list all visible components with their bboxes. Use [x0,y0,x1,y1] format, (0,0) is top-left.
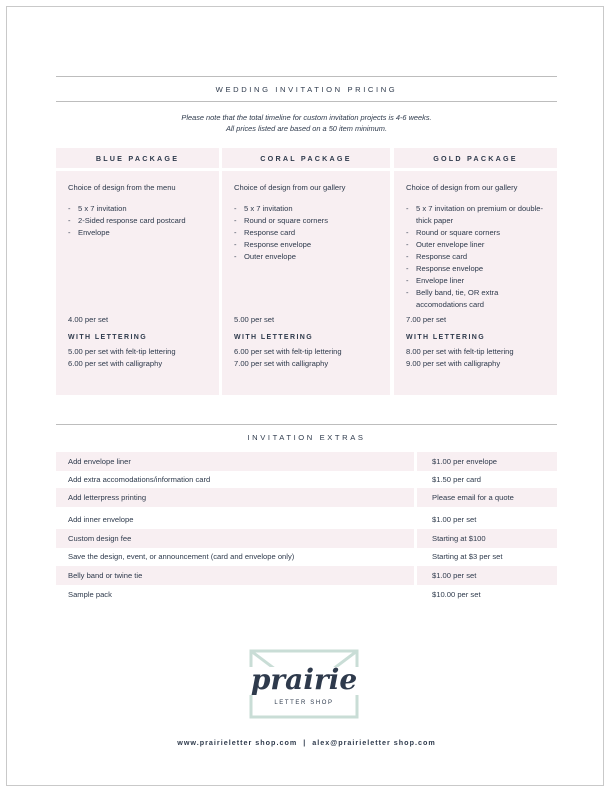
package-header-coral: CORAL PACKAGE [222,148,390,168]
package-intro: Choice of design from our gallery [406,183,518,192]
extra-price: Starting at $3 per set [432,552,503,561]
package-features [234,203,384,263]
package-header-gold: GOLD PACKAGE [394,148,557,168]
package-header-blue: BLUE PACKAGE [56,148,219,168]
package-feature: - Belly band, tie, OR extra accomodations card [406,287,551,311]
divider-extras [56,424,557,425]
prairie-letter-shop-logo [235,645,373,725]
extra-item: Save the design, event, or announcement (card and envelope only) [68,552,295,561]
package-price: 5.00 per set [234,315,275,324]
extras-row [56,529,557,548]
package-card-blue [56,171,219,395]
package-feature: - Envelope [68,227,213,239]
package-features [406,203,551,311]
lettering-heading: WITH LETTERING [68,334,148,341]
package-feature: - 5 x 7 invitation on premium or double-thick paper [406,203,551,227]
package-feature: - Round or square corners [406,227,551,239]
extras-row [56,452,557,471]
divider-title [56,101,557,102]
package-feature: - Response card [406,251,551,263]
footer-email-link[interactable]: alex@prairieletter shop.com [312,738,436,747]
extra-item: Add extra accomodations/information card [68,475,211,484]
extra-item: Custom design fee [56,529,414,548]
package-feature: - Response card [234,227,384,239]
timeline-note: Please note that the total timeline for custom invitation projects is 4-6 weeks. [181,113,432,122]
page-title: WEDDING INVITATION PRICING [215,85,398,94]
package-feature: - Outer envelope [234,251,384,263]
package-card-gold [394,171,557,395]
logo-subtitle: LETTER SHOP [274,700,334,706]
package-intro: Choice of design from the menu [68,183,176,192]
extra-price: $1.50 per card [432,475,481,484]
extras-row [56,547,557,566]
lettering-heading: WITH LETTERING [234,334,314,341]
extra-item: Add inner envelope [68,515,134,524]
extra-price: $1.00 per set [432,515,477,524]
extra-item: Add letterpress printing [56,488,414,507]
extra-price: $10.00 per set [432,590,481,599]
package-feature: - Response envelope [406,263,551,275]
minimum-note: All prices listed are based on a 50 item minimum. [225,124,388,133]
footer-website-link[interactable]: www.prairieletter shop.com [177,738,298,747]
extra-item: Sample pack [68,590,112,599]
package-feature: - 2-Sided response card postcard [68,215,213,227]
extras-row [56,470,557,489]
lettering-price-felt-tip: 6.00 per set with felt-tip lettering [234,347,342,356]
package-price: 7.00 per set [406,315,447,324]
divider-top [56,76,557,77]
extra-price: Please email for a quote [417,488,557,507]
extras-row [56,585,557,604]
package-features [68,203,213,239]
extras-title: INVITATION EXTRAS [247,433,366,442]
lettering-price-felt-tip: 8.00 per set with felt-tip lettering [406,347,514,356]
extra-price: $1.00 per envelope [417,452,557,471]
extras-row [56,488,557,507]
extra-item: Belly band or twine tie [56,566,414,585]
logo-script-text: prairie [250,663,358,696]
package-feature: - Round or square corners [234,215,384,227]
lettering-price-felt-tip: 5.00 per set with felt-tip lettering [68,347,176,356]
package-feature: - 5 x 7 invitation [234,203,384,215]
extras-row [56,566,557,585]
extra-price: Starting at $100 [417,529,557,548]
package-price: 4.00 per set [68,315,109,324]
package-feature: - Response envelope [234,239,384,251]
footer-separator: | [303,738,307,747]
lettering-heading: WITH LETTERING [406,334,486,341]
package-card-coral [222,171,390,395]
package-intro: Choice of design from our gallery [234,183,346,192]
lettering-price-calligraphy: 9.00 per set with calligraphy [406,359,501,368]
package-feature: - 5 x 7 invitation [68,203,213,215]
package-feature: - Envelope liner [406,275,551,287]
lettering-price-calligraphy: 7.00 per set with calligraphy [234,359,329,368]
footer-contact [56,738,557,747]
extras-row [56,510,557,529]
lettering-price-calligraphy: 6.00 per set with calligraphy [68,359,163,368]
package-feature: - Outer envelope liner [406,239,551,251]
extra-price: $1.00 per set [417,566,557,585]
extra-item: Add envelope liner [56,452,414,471]
